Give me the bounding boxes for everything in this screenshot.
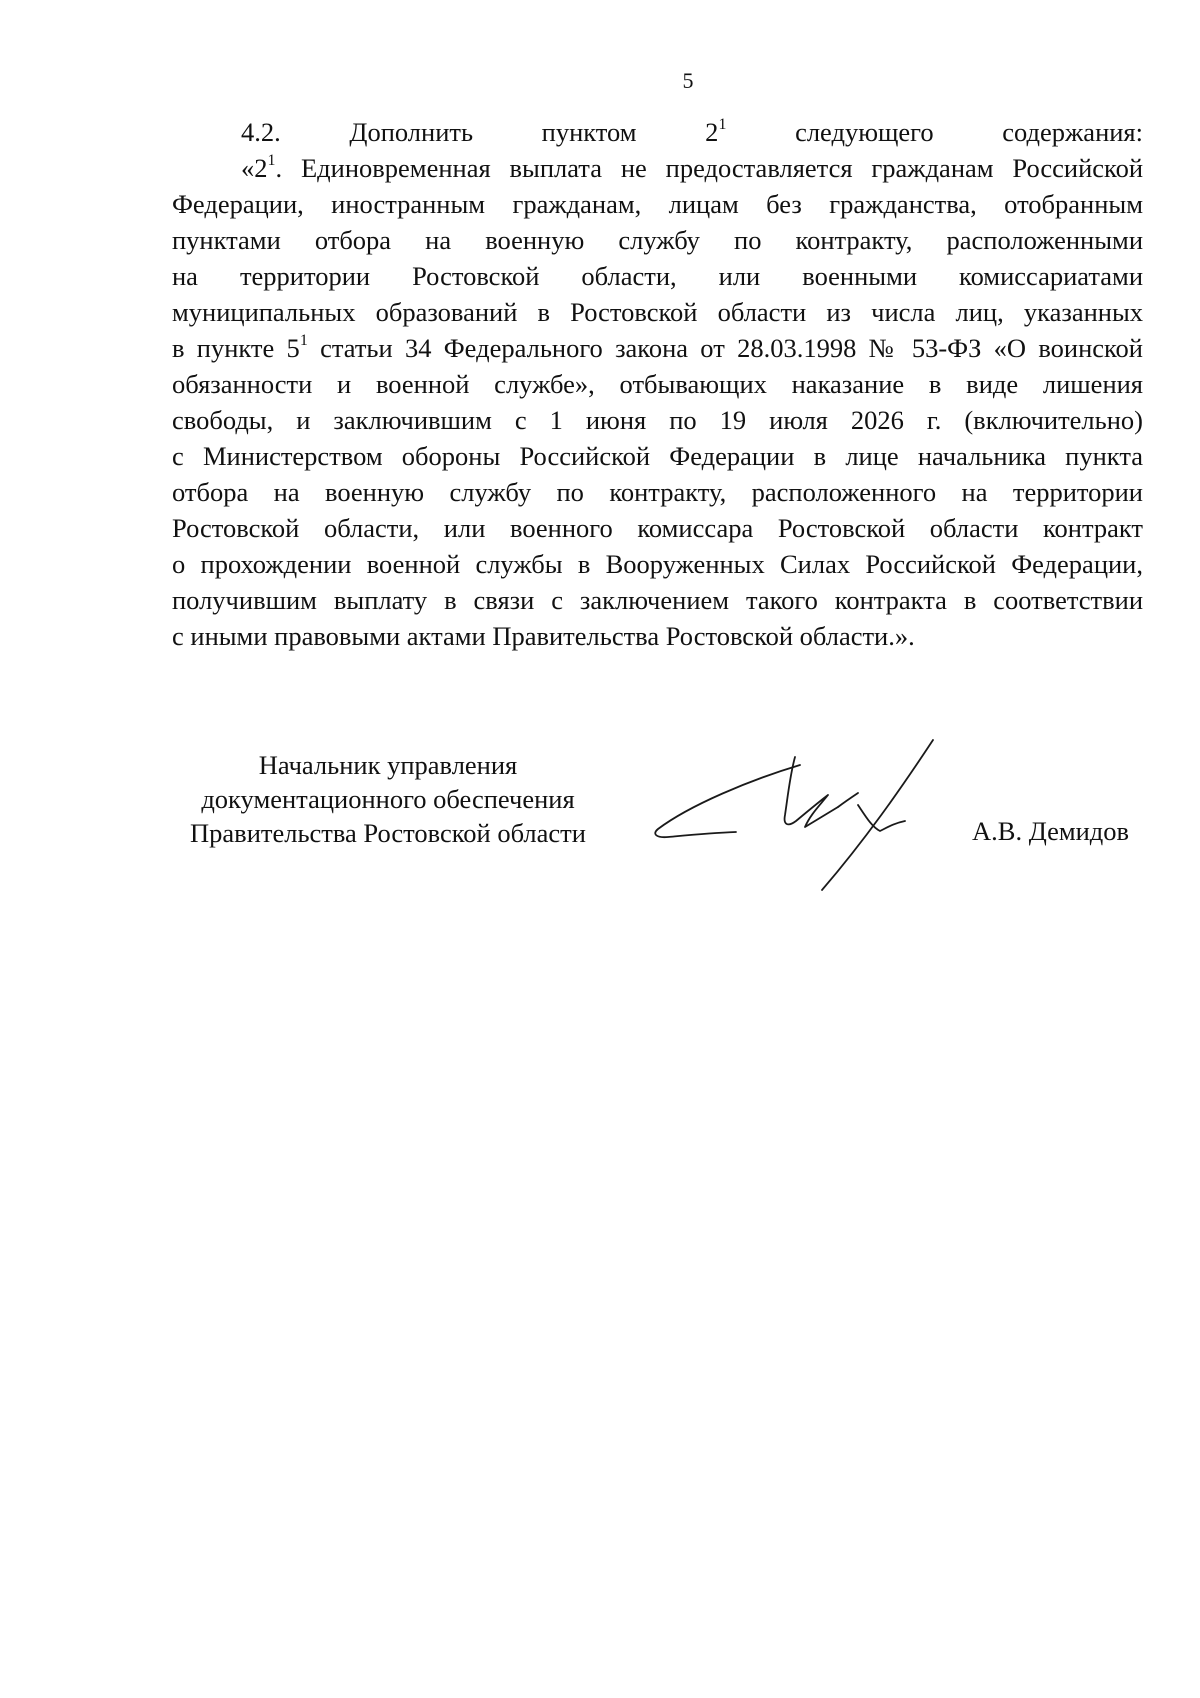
page-number: 5 [682, 68, 694, 93]
signatory-title [168, 748, 608, 850]
heading-suffix: следующего содержания: [726, 117, 1143, 147]
signatory-title-line: Начальник управления [258, 750, 518, 780]
paragraph-line: свободы, и заключившим с 1 июня по 19 июля 2026 г. (включительно) [172, 405, 1143, 435]
line-superscript: 1 [299, 332, 308, 350]
signatory-title-line: Правительства Ростовской области [190, 818, 586, 848]
paragraph-line [172, 150, 1143, 186]
line-text: в пункте 5 [172, 333, 300, 363]
document-body [172, 114, 1143, 654]
paragraph-line: Федерации, иностранным гражданам, лицам без гражданства, отобранным [172, 189, 1143, 219]
section-heading [172, 114, 1143, 150]
signatory-name: А.В. Демидов [972, 816, 1130, 846]
paragraph-line [172, 330, 1143, 366]
paragraph-line: муниципальных образований в Ростовской области из числа лиц, указанных [172, 297, 1143, 327]
heading-superscript: 1 [718, 116, 727, 134]
line-text: . Единовременная выплата не предоставляется гражданам Российской [275, 153, 1143, 183]
paragraph-line: о прохождении военной службы в Вооруженных Силах Российской Федерации, [172, 549, 1143, 579]
paragraph-line: обязанности и военной службе», отбывающих наказание в виде лишения [172, 369, 1143, 399]
paragraph-line: с иными правовыми актами Правительства Ростовской области.». [172, 621, 915, 651]
heading-prefix: 4.2. Дополнить пунктом 2 [241, 117, 719, 147]
quote-superscript: 1 [267, 152, 276, 170]
quote-open: «2 [241, 153, 268, 183]
line-text: статьи 34 Федерального закона от 28.03.1998 № 53-ФЗ «О воинской [307, 333, 1143, 363]
signatory-title-line: документационного обеспечения [201, 784, 575, 814]
paragraph-line: получившим выплату в связи с заключением такого контракта в соответствии [172, 585, 1143, 615]
paragraph-line: отбора на военную службу по контракту, расположенного на территории [172, 477, 1143, 507]
paragraph-line: Ростовской области, или военного комиссара Ростовской области контракт [172, 513, 1143, 543]
paragraph-line: пунктами отбора на военную службу по контракту, расположенными [172, 225, 1143, 255]
handwritten-signature [650, 735, 940, 895]
paragraph-line: на территории Ростовской области, или военными комиссариатами [172, 261, 1143, 291]
paragraph-line: с Министерством обороны Российской Федерации в лице начальника пункта [172, 441, 1143, 471]
